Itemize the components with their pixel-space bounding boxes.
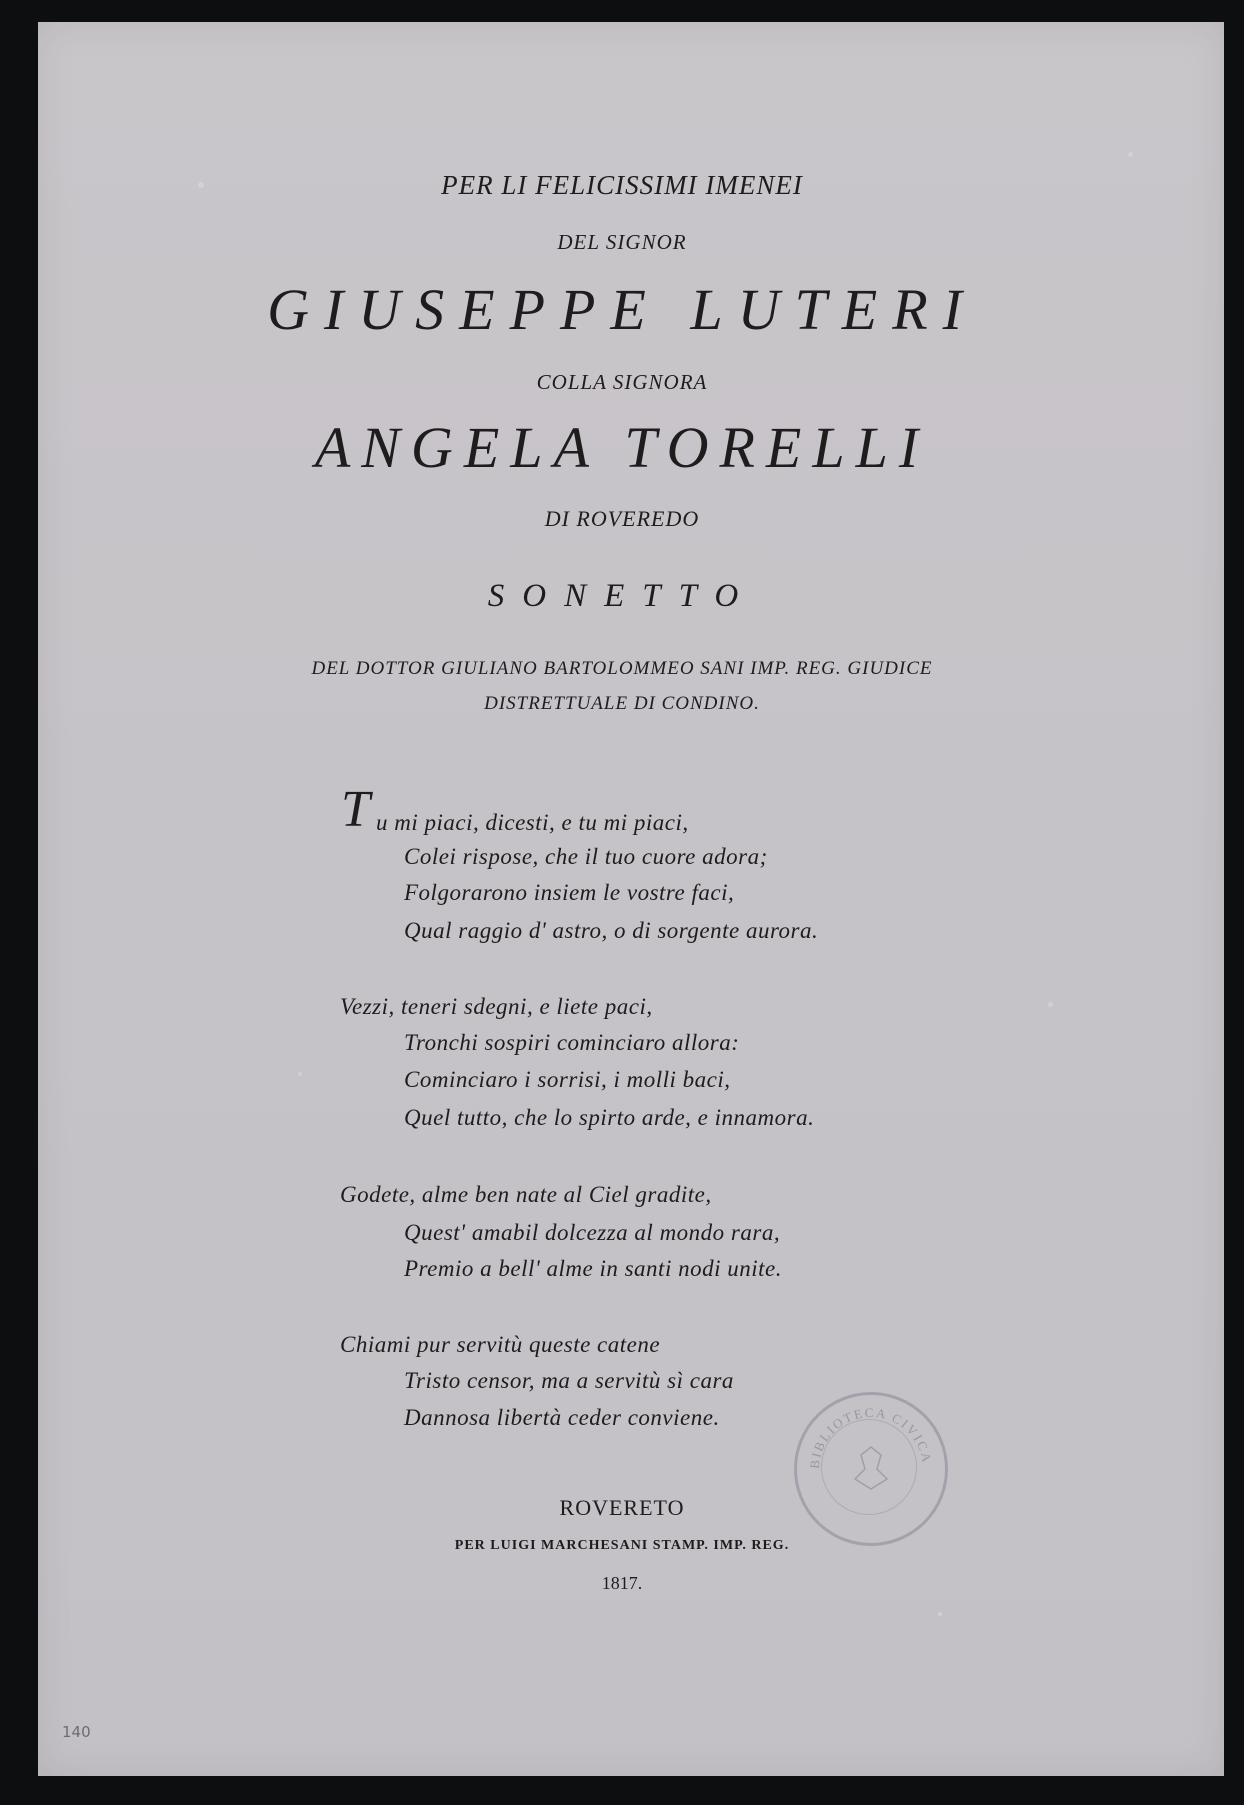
paper-speck <box>1128 152 1133 157</box>
bride-name: ANGELA TORELLI <box>314 415 930 480</box>
verse-line: Qual raggio d' astro, o di sorgente aurora. <box>404 918 819 943</box>
poem-title: SONETTO <box>487 578 757 614</box>
verse-line: Folgorarono insiem le vostre faci, <box>404 880 735 905</box>
verse-line: u mi piaci, dicesti, e tu mi piaci, <box>376 810 689 835</box>
verse-line: Vezzi, teneri sdegni, e liete paci, <box>340 994 653 1019</box>
paper-speck <box>1048 1002 1053 1007</box>
verse-line: Chiami pur servitù queste catene <box>340 1332 661 1357</box>
verse-line: Colei rispose, che il tuo cuore adora; <box>404 844 768 869</box>
verse-line: Cominciaro i sorrisi, i molli baci, <box>404 1067 731 1092</box>
verse-line: Premio a bell' alme in santi nodi unite. <box>404 1256 782 1281</box>
verse-line: Quel tutto, che lo spirto arde, e innamora. <box>404 1105 815 1130</box>
verse-line: Quest' amabil dolcezza al mondo rara, <box>404 1220 781 1245</box>
heading-line-2: DEL SIGNOR <box>557 230 687 254</box>
author-line-1: DEL DOTTOR GIULIANO BARTOLOMMEO SANI IMP. REG. GIUDICE <box>311 658 933 679</box>
verse-line: Godete, alme ben nate al Ciel gradite, <box>340 1182 712 1207</box>
verse-line: Dannosa libertà ceder conviene. <box>404 1405 720 1430</box>
imprint-city: ROVERETO <box>559 1495 685 1520</box>
heading-line-3: COLLA SIGNORA <box>536 370 708 394</box>
author-line-2: DISTRETTUALE DI CONDINO. <box>484 693 760 714</box>
library-stamp-icon <box>794 1392 948 1546</box>
drop-cap: T <box>341 781 370 838</box>
stamp-text: BIBLIOTECA CIVICA <box>806 1404 935 1470</box>
paper-speck <box>298 1072 302 1076</box>
verse-line: Tronchi sospiri cominciaro allora: <box>404 1030 740 1055</box>
svg-text:BIBLIOTECA CIVICA <box>807 1405 935 1469</box>
imprint-year: 1817. <box>601 1573 643 1593</box>
groom-name: GIUSEPPE LUTERI <box>267 277 977 342</box>
imprint-printer: PER LUIGI MARCHESANI STAMP. IMP. REG. <box>454 1538 790 1553</box>
pencil-catalog-number: 140 <box>62 1723 91 1741</box>
heading-line-4: DI ROVEREDO <box>544 506 700 531</box>
paper-speck <box>938 1612 942 1616</box>
verse-line: Tristo censor, ma a servitù sì cara <box>404 1368 734 1393</box>
heading-line-1: PER LI FELICISSIMI IMENEI <box>441 170 803 200</box>
